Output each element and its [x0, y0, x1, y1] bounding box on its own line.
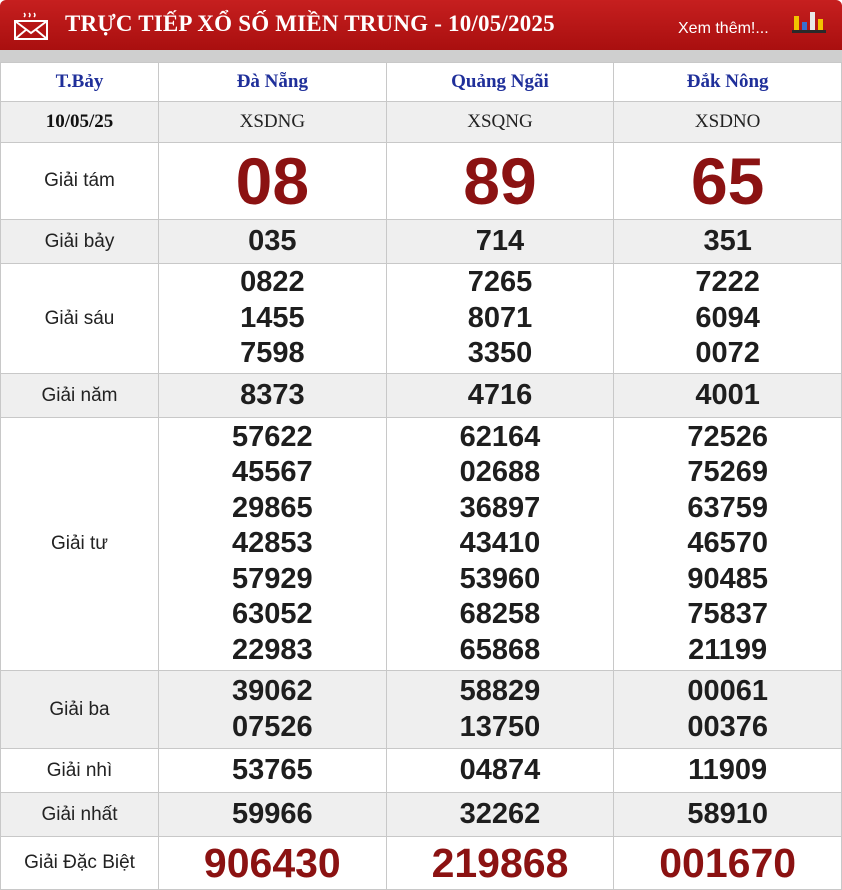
lottery-number: 22983 [232, 633, 313, 666]
prize-numbers-cell [386, 220, 614, 264]
lottery-number: 75837 [687, 598, 768, 631]
prize-label: Giải ba [1, 671, 159, 749]
prize-numbers-cell [386, 749, 614, 793]
lottery-number: 72526 [687, 420, 768, 453]
prize-row-g3 [1, 671, 842, 749]
prize-label: Giải Đặc Biệt [1, 837, 159, 890]
prize-row-special [1, 837, 842, 890]
prize-numbers-cell [614, 220, 842, 264]
lottery-number: 906430 [203, 840, 341, 886]
lottery-number: 7598 [240, 337, 305, 370]
lottery-number: 57622 [232, 420, 313, 453]
province-code: XSDNO [614, 102, 842, 143]
province-name[interactable]: Đà Nẵng [159, 63, 387, 102]
lottery-number: 58829 [459, 675, 541, 707]
lottery-number: 11909 [688, 753, 768, 786]
prize-numbers-cell [159, 671, 387, 749]
lottery-number: 90485 [687, 562, 768, 595]
header-divider [0, 50, 842, 62]
lottery-number: 13750 [459, 710, 541, 743]
prize-numbers-cell [159, 264, 387, 374]
prize-numbers-cell [159, 220, 387, 264]
lottery-number: 42853 [232, 527, 313, 560]
prize-row-g6 [1, 264, 842, 374]
lottery-number: 351 [703, 224, 752, 257]
lottery-number: 7222 [695, 266, 760, 299]
results-table [0, 62, 842, 890]
lottery-number: 219868 [431, 840, 569, 886]
prize-numbers-cell [159, 749, 387, 793]
lottery-number: 89 [463, 143, 537, 218]
prize-numbers-cell [614, 374, 842, 418]
lottery-number: 45567 [232, 456, 313, 489]
lottery-number: 0072 [695, 337, 760, 370]
lottery-number: 3350 [467, 337, 533, 370]
prize-label: Giải tám [1, 143, 159, 220]
prize-numbers-cell [614, 837, 842, 890]
prize-numbers-cell [386, 374, 614, 418]
prize-numbers-cell [614, 143, 842, 220]
prize-label: Giải năm [1, 374, 159, 418]
prize-numbers-cell [159, 418, 387, 671]
prize-numbers-cell [386, 264, 614, 374]
prize-row-g8 [1, 143, 842, 220]
lottery-number: 29865 [232, 491, 313, 524]
prize-numbers-cell [159, 837, 387, 890]
province-name[interactable]: Quảng Ngãi [386, 63, 614, 102]
lottery-number: 02688 [459, 456, 541, 489]
prize-numbers-cell [159, 793, 387, 837]
weekday-cell: T.Bảy [1, 63, 159, 102]
prize-row-g5 [1, 374, 842, 418]
mail-icon [14, 12, 48, 40]
prize-numbers-cell [159, 143, 387, 220]
lottery-number: 63759 [687, 491, 768, 524]
prize-numbers-cell [386, 143, 614, 220]
lottery-number: 714 [475, 224, 525, 257]
draw-date: 10/05/25 [1, 102, 159, 143]
lottery-number: 8071 [467, 301, 533, 334]
prize-label: Giải nhất [1, 793, 159, 837]
prize-numbers-cell [159, 374, 387, 418]
prize-label: Giải bảy [1, 220, 159, 264]
see-more-link[interactable]: Xem thêm!... [678, 20, 769, 37]
lottery-number: 7265 [467, 266, 533, 299]
prize-label: Giải sáu [1, 264, 159, 374]
prize-numbers-cell [614, 793, 842, 837]
lottery-number: 035 [248, 224, 297, 257]
prize-numbers-cell [386, 418, 614, 671]
prize-row-g1 [1, 793, 842, 837]
lottery-number: 21199 [688, 633, 768, 666]
prize-numbers-cell [386, 837, 614, 890]
lottery-number: 75269 [687, 456, 768, 489]
lottery-number: 65 [690, 143, 765, 218]
prize-row-g7 [1, 220, 842, 264]
lottery-number: 62164 [459, 420, 541, 453]
lottery-number: 57929 [232, 562, 313, 595]
lottery-number: 32262 [459, 797, 541, 830]
lottery-number: 001670 [659, 840, 797, 886]
lottery-number: 58910 [687, 797, 768, 830]
code-row [1, 102, 842, 143]
bar-chart-icon[interactable] [792, 10, 826, 36]
lottery-number: 08 [235, 143, 310, 218]
lottery-number: 04874 [459, 753, 541, 786]
prize-row-g2 [1, 749, 842, 793]
lottery-number: 53960 [459, 562, 541, 595]
prize-numbers-cell [614, 264, 842, 374]
lottery-number: 36897 [459, 491, 541, 524]
lottery-number: 68258 [459, 598, 541, 631]
province-code: XSQNG [386, 102, 614, 143]
prize-numbers-cell [614, 749, 842, 793]
prize-numbers-cell [614, 418, 842, 671]
province-name[interactable]: Đắk Nông [614, 63, 842, 102]
lottery-number: 4001 [695, 378, 760, 411]
results-header [0, 0, 842, 50]
page-title: TRỰC TIẾP XỔ SỐ MIỀN TRUNG - 10/05/2025 [65, 11, 555, 36]
lottery-number: 65868 [459, 633, 541, 666]
lottery-number: 39062 [232, 675, 313, 707]
province-header-row [1, 63, 842, 102]
lottery-number: 59966 [232, 797, 313, 830]
lottery-number: 46570 [687, 527, 768, 560]
lottery-number: 1455 [240, 301, 305, 334]
prize-numbers-cell [386, 793, 614, 837]
lottery-number: 4716 [467, 378, 533, 411]
prize-numbers-cell [386, 671, 614, 749]
lottery-number: 6094 [695, 301, 760, 334]
lottery-number: 43410 [459, 527, 541, 560]
lottery-number: 00376 [687, 710, 768, 743]
province-code: XSDNG [159, 102, 387, 143]
lottery-number: 8373 [240, 378, 305, 411]
prize-label: Giải nhì [1, 749, 159, 793]
lottery-number: 63052 [232, 598, 313, 631]
lottery-number: 07526 [232, 710, 313, 743]
lottery-number: 00061 [687, 675, 768, 707]
lottery-number: 0822 [240, 266, 305, 299]
prize-row-g4 [1, 418, 842, 671]
lottery-number: 53765 [232, 753, 313, 786]
prize-label: Giải tư [1, 418, 159, 671]
prize-numbers-cell [614, 671, 842, 749]
